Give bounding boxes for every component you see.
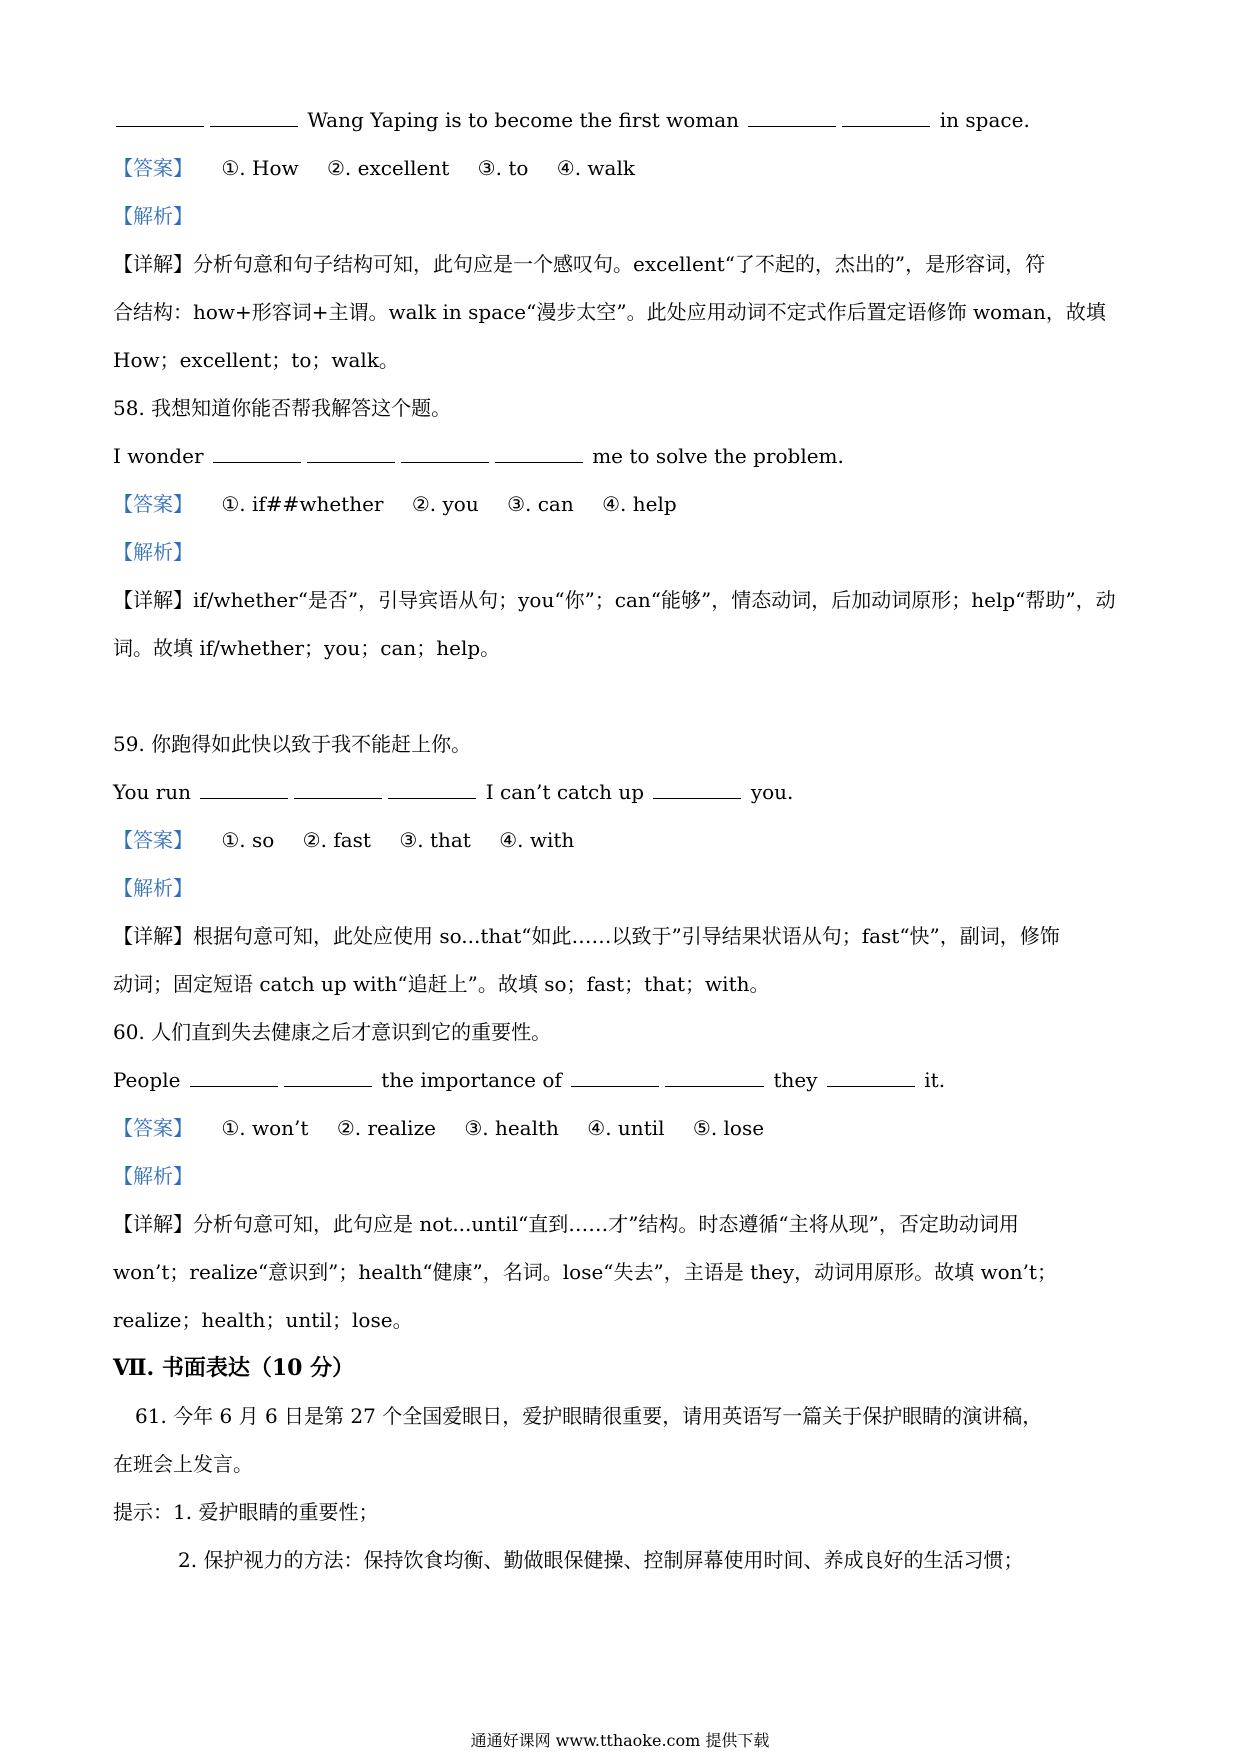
q57-detail-line: 合结构：how+形容词+主谓。walk in space“漫步太空”。此处应用动词不定式作后置定语修饰 woman，故填 <box>113 300 1106 324</box>
q57-detail-line: How；excellent；to；walk。 <box>113 348 399 372</box>
tip-line: 提示：1. 爱护眼睛的重要性； <box>113 1500 379 1524</box>
sentence-text: You run <box>113 780 192 804</box>
q58-answer-row <box>113 491 677 517</box>
blank <box>827 1068 915 1087</box>
detail-text: 分析句意和句子结构可知，此句应是一个感叹句。excellent“了不起的，杰出的”，是形容词，符 <box>193 252 1046 276</box>
answer-item: ③. that <box>399 828 471 852</box>
detail-tag: 【详解】 <box>113 924 193 948</box>
answer-tag: 【答案】 <box>113 492 193 516</box>
answer-item: ④. help <box>602 492 677 516</box>
answer-tag: 【答案】 <box>113 1116 193 1140</box>
answer-item: ①. so <box>221 828 275 852</box>
analysis-tag: 【解析】 <box>113 540 193 564</box>
detail-text: 分析句意可知，此句应是 not...until“直到……才”结构。时态遵循“主将从现”，否定助动词用 <box>193 1212 1019 1236</box>
q60-detail-line: realize；health；until；lose。 <box>113 1308 413 1332</box>
sentence-text: it. <box>924 1068 946 1092</box>
q57-answer-row <box>113 155 635 181</box>
analysis-tag: 【解析】 <box>113 876 193 900</box>
blank <box>307 444 395 463</box>
answer-item: ①. How <box>221 156 299 180</box>
blank <box>748 108 836 127</box>
answer-item: ②. you <box>411 492 479 516</box>
answer-item: ②. realize <box>336 1116 436 1140</box>
answer-item: ③. can <box>507 492 574 516</box>
blank <box>284 1068 372 1087</box>
detail-tag: 【详解】 <box>113 588 193 612</box>
blank <box>842 108 930 127</box>
q59-sentence <box>113 779 793 805</box>
analysis-tag: 【解析】 <box>113 1164 193 1188</box>
q59-detail-line <box>113 923 1060 949</box>
answer-item: ②. excellent <box>326 156 450 180</box>
page-footer: 通通好课网 www.tthaoke.com 提供下载 <box>470 1731 770 1750</box>
q60-detail-line: won’t；realize“意识到”；health“健康”，名词。lose“失去”，主语是 they，动词用原形。故填 won’t； <box>113 1260 1057 1284</box>
answer-item: ③. health <box>464 1116 559 1140</box>
section-heading: Ⅶ. 书面表达（10 分） <box>113 1355 355 1381</box>
detail-tag: 【详解】 <box>113 252 193 276</box>
q60-detail-line <box>113 1211 1019 1237</box>
answer-item: ③. to <box>477 156 529 180</box>
q59-detail-line: 动词；固定短语 catch up with“追赶上”。故填 so；fast；that；with。 <box>113 972 770 996</box>
q57-detail-line <box>113 251 1045 277</box>
blank <box>210 108 298 127</box>
blank <box>116 108 204 127</box>
blank <box>495 444 583 463</box>
answer-item: ②. fast <box>302 828 371 852</box>
sentence-text: in space. <box>939 108 1030 132</box>
blank <box>388 780 476 799</box>
answer-tag: 【答案】 <box>113 828 193 852</box>
sentence-text: Wang Yaping is to become the first woman <box>307 108 740 132</box>
answer-item: ①. if##whether <box>221 492 384 516</box>
q58-detail-line <box>113 587 1116 613</box>
answer-item: ④. walk <box>556 156 635 180</box>
q60-sentence <box>113 1067 945 1093</box>
tip-line: 2. 保护视力的方法：保持饮食均衡、勤做眼保健操、控制屏幕使用时间、养成良好的生活习惯； <box>178 1548 1024 1572</box>
answer-item: ④. until <box>587 1116 665 1140</box>
blank <box>571 1068 659 1087</box>
detail-text: if/whether“是否”，引导宾语从句；you“你”；can“能够”，情态动词，后加动词原形；help“帮助”，动 <box>193 588 1116 612</box>
q61-prompt-line: 在班会上发言。 <box>113 1452 253 1476</box>
blank <box>653 780 741 799</box>
detail-text: 根据句意可知，此处应使用 so...that“如此……以致于”引导结果状语从句；fast“快”，副词，修饰 <box>193 924 1060 948</box>
answer-item: ①. won’t <box>221 1116 309 1140</box>
q59-prompt: 59. 你跑得如此快以致于我不能赶上你。 <box>113 732 472 756</box>
sentence-text: People <box>113 1068 181 1092</box>
blank <box>213 444 301 463</box>
sentence-text: me to solve the problem. <box>592 444 844 468</box>
sentence-text: I wonder <box>113 444 204 468</box>
blank <box>200 780 288 799</box>
q58-sentence <box>113 443 844 469</box>
blank <box>401 444 489 463</box>
answer-tag: 【答案】 <box>113 156 193 180</box>
answer-item: ⑤. lose <box>692 1116 765 1140</box>
q60-answer-row <box>113 1115 764 1141</box>
detail-tag: 【详解】 <box>113 1212 193 1236</box>
sentence-text: they <box>773 1068 818 1092</box>
blank <box>190 1068 278 1087</box>
q61-prompt-line: 61. 今年 6 月 6 日是第 27 个全国爱眼日，爱护眼睛很重要，请用英语写一篇关于保护眼睛的演讲稿， <box>135 1404 1043 1428</box>
q58-detail-line: 词。故填 if/whether；you；can；help。 <box>113 636 501 660</box>
q58-prompt: 58. 我想知道你能否帮我解答这个题。 <box>113 396 452 420</box>
sentence-text: you. <box>750 780 794 804</box>
answer-item: ④. with <box>499 828 575 852</box>
blank <box>294 780 382 799</box>
q60-prompt: 60. 人们直到失去健康之后才意识到它的重要性。 <box>113 1020 552 1044</box>
sentence-text: the importance of <box>381 1068 562 1092</box>
q59-answer-row <box>113 827 574 853</box>
analysis-tag: 【解析】 <box>113 204 193 228</box>
blank <box>665 1068 764 1087</box>
sentence-text: I can’t catch up <box>485 780 645 804</box>
q57-sentence <box>113 107 1030 133</box>
